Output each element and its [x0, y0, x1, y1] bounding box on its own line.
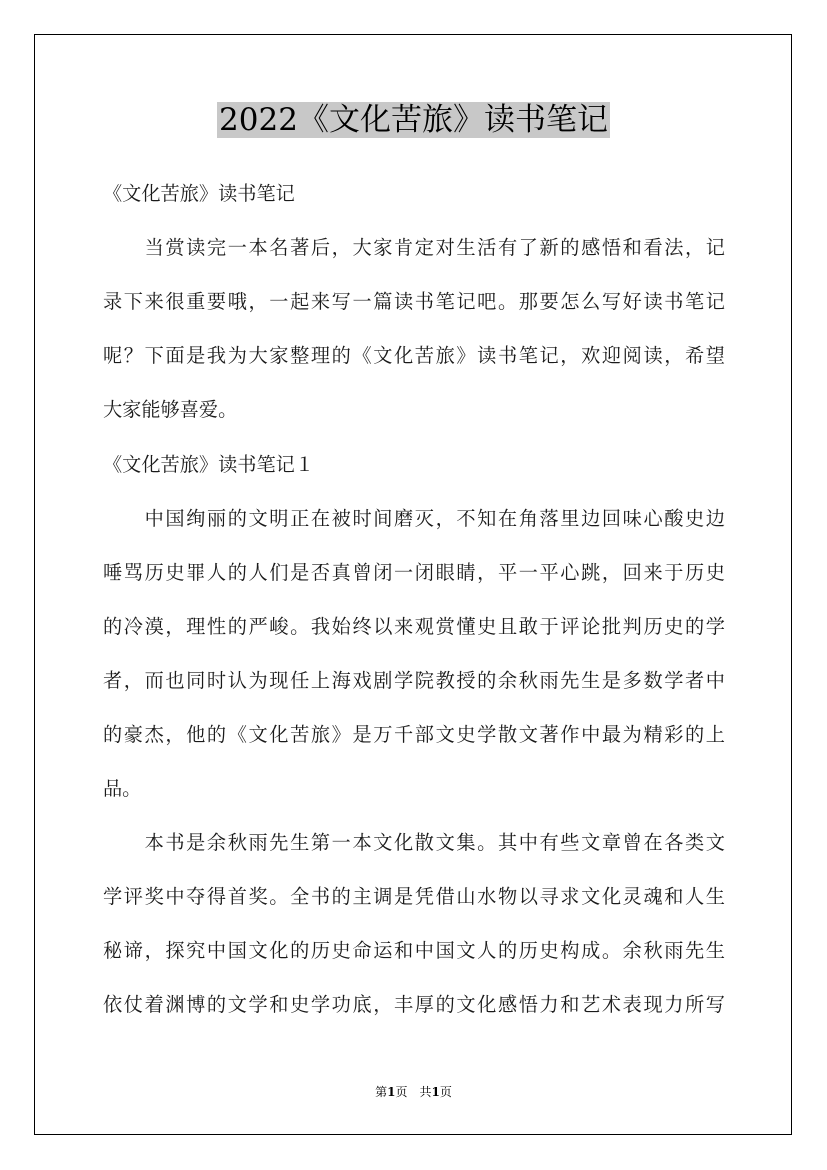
paragraph-line: 的豪杰，他的《文化苦旅》是万千部文史学散文著作中最为精彩的上 — [103, 723, 725, 746]
paragraph-line: 秘谛，探究中国文化的历史命运和中国文人的历史构成。余秋雨先生 — [103, 939, 725, 962]
footer-total-suffix: 页 — [439, 1085, 452, 1099]
paragraph-line: 者，而也同时认为现任上海戏剧学院教授的余秋雨先生是多数学者中 — [103, 669, 725, 692]
paragraph-line: 中国绚丽的文明正在被时间磨灭，不知在角落里边回味心酸史边 — [103, 507, 725, 530]
footer-page-suffix: 页 共 — [395, 1085, 432, 1099]
paragraph-line: 的冷漠，理性的严峻。我始终以来观赏懂史且敢于评论批判历史的学 — [103, 615, 725, 638]
footer-total-pages: 1 — [431, 1085, 440, 1099]
paragraph-line: 本书是余秋雨先生第一本文化散文集。其中有些文章曾在各类文 — [103, 831, 725, 854]
document-title-text: 2022《文化苦旅》读书笔记 — [219, 102, 608, 138]
paragraph-line: 唾骂历史罪人的人们是否真曾闭一闭眼睛，平一平心跳，回来于历史 — [103, 561, 725, 584]
footer-page-number: 1 — [387, 1085, 396, 1099]
document-title — [0, 98, 827, 142]
paragraph-line: 大家能够喜爱。 — [103, 398, 238, 421]
paragraph-line: 品。 — [103, 777, 142, 800]
paragraph-line: 当赏读完一本名著后，大家肯定对生活有了新的感悟和看法，记 — [103, 236, 725, 259]
paragraph-line: 依仗着渊博的文学和史学功底，丰厚的文化感悟力和艺术表现力所写 — [103, 993, 725, 1016]
paragraph-line: 呢？下面是我为大家整理的《文化苦旅》读书笔记，欢迎阅读，希望 — [103, 344, 725, 367]
paragraph-line: 学评奖中夺得首奖。全书的主调是凭借山水物以寻求文化灵魂和人生 — [103, 885, 725, 908]
subheading: 《文化苦旅》读书笔记 — [103, 182, 295, 205]
paragraph-line: 录下来很重要哦，一起来写一篇读书笔记吧。那要怎么写好读书笔记 — [103, 290, 725, 313]
footer-prefix: 第 — [375, 1085, 388, 1099]
subheading: 《文化苦旅》读书笔记１ — [103, 453, 315, 476]
page-footer — [0, 1083, 827, 1100]
